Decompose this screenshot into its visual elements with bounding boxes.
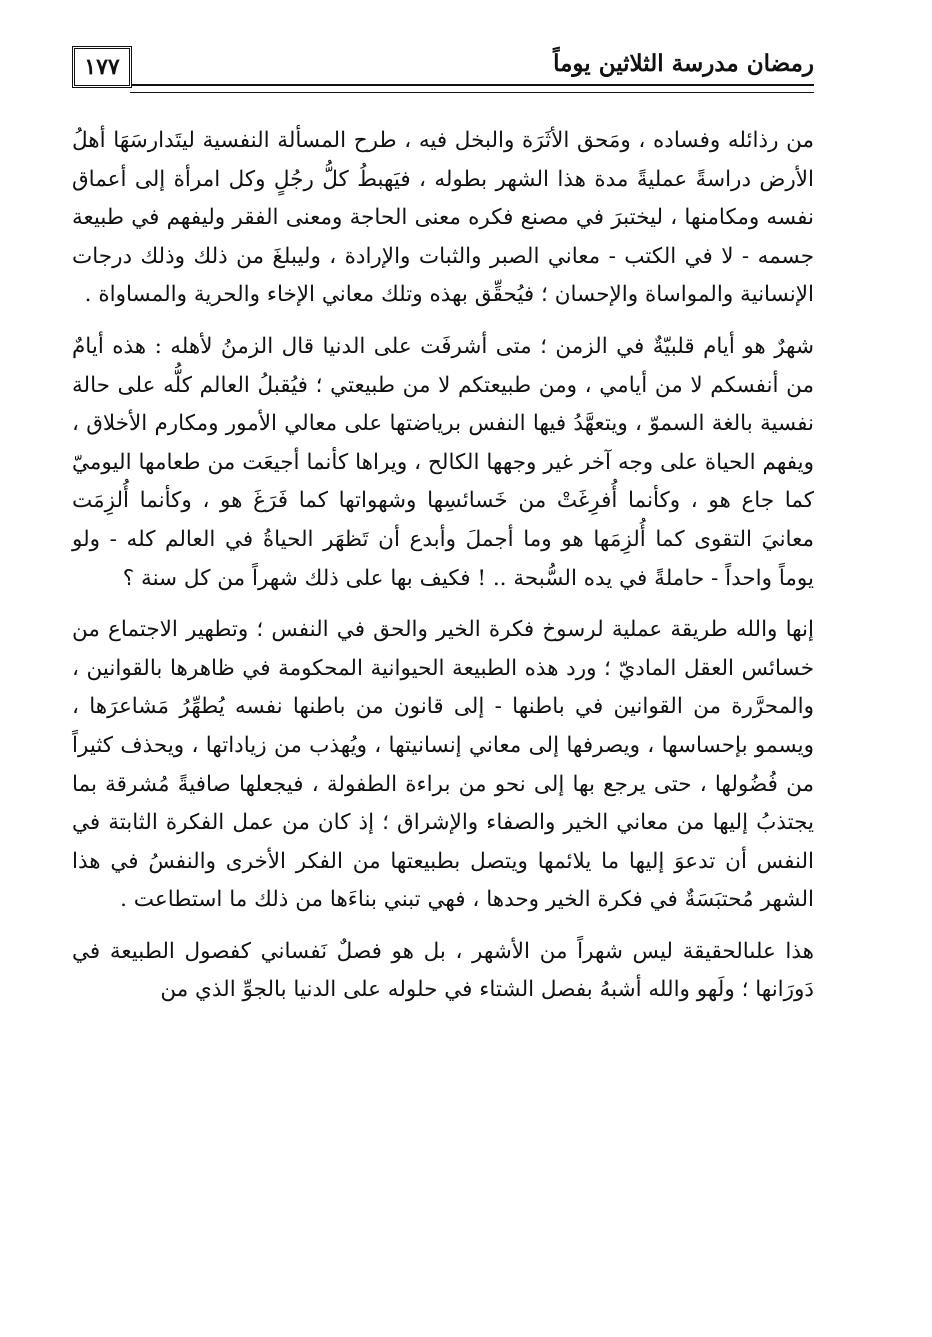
header-rule: [130, 84, 814, 93]
body-text: [72, 122, 814, 1302]
paragraph-4: هذا علىالحقيقة ليس شهراً من الأشهر ، بل هو فصلٌ نَفساني كفصول الطبيعة في دَورَانها ؛ ولَهو والله أشبهُ بفصل الشتاء في حلوله على الدنيا بالجوِّ الذي من: [72, 938, 814, 1003]
running-title: رمضان مدرسة الثلاثين يوماً: [553, 50, 814, 77]
page-header: [72, 40, 814, 96]
paragraph-2: شهرٌ هو أيام قلبيّةٌ في الزمن ؛ متى أشرفَت على الدنيا قال الزمنُ لأهله : هذه أيامٌ من أنفسكم لا من أيامي ، ومن طبيعتكم لا من طبيعتي ؛ فيُقبلُ العالم كلُّه على حالة نفسية بالغة السموّ ، ويتعهَّدُ فيها النفس برياضتها على معالي الأمور ومكارم الأخلاق ، ويفهم الحياة على وجه آخر غير وجهها الكالح ، ويراها كأنما أجيعَت من طعامها اليوميّ كما جاع هو ، وكأنما أُفرِغَتْ من خَسائسِها وشهواتها كما فَرَغَ هو ، وكأنما أُلزِمَت معانيَ التقوى كما أُلزِمَها هو وما أجملَ وأبدع أن تَظهَر الحياةُ في العالم كله - ولو يوماً واحداً - حاملةً في يده السُّبحة .. ! فكيف بها على ذلك شهراً من كل سنة ؟: [72, 333, 814, 591]
page-number: ١٧٧: [72, 46, 132, 88]
paragraph-1: من رذائله وفساده ، ومَحق الأثَرَة والبخل فيه ، طرح المسألة النفسية ليتَدارسَهَا أهلُ الأرض دراسةً عمليةً مدة هذا الشهر بطوله ، فيَهبطُ كلُّ رجُلٍ وكل امرأة إلى أعماق نفسه ومكامنها ، ليختبرَ في مصنع فكره معنى الحاجة ومعنى الفقر وليفهم في طبيعة جسمه - لا في الكتب - معاني الصبر والثبات والإرادة ، وليبلغَ من ذلك وذلك درجات الإنسانية والمواساة والإحسان ؛ فيُحقِّق بهذه وتلك معاني الإخاء والحرية والمساواة .: [72, 128, 814, 308]
paragraph-3: إنها والله طريقة عملية لرسوخ فكرة الخير والحق في النفس ؛ وتطهير الاجتماع من خسائس العقل الماديّ ؛ ورد هذه الطبيعة الحيوانية المحكومة في ظاهرها بالقوانين ، والمحرَّرة من القوانين في باطنها - إلى قانون من باطنها نفسه يُطهِّرُ مَشاعرَها ، ويسمو بإحساسها ، ويصرفها إلى معاني إنسانيتها ، ويُهذب من زياداتها ، ويحذف كثيراً من فُضُولها ، حتى يرجع بها إلى نحو من براءة الطفولة ، فيجعلها صافيةً مُشرقة بما يجتذبُ إليها من معاني الخير والصفاء والإشراق ؛ إذ كان من عمل الفكرة الثابتة في النفس أن تدعوَ إليها ما يلائمها ويتصل بطبيعتها من الفكر الأخرى والنفسُ في هذا الشهر مُحتبَسَةٌ في فكرة الخير وحدها ، فهي تبني بناءَها من ذلك ما استطاعت .: [72, 617, 814, 913]
